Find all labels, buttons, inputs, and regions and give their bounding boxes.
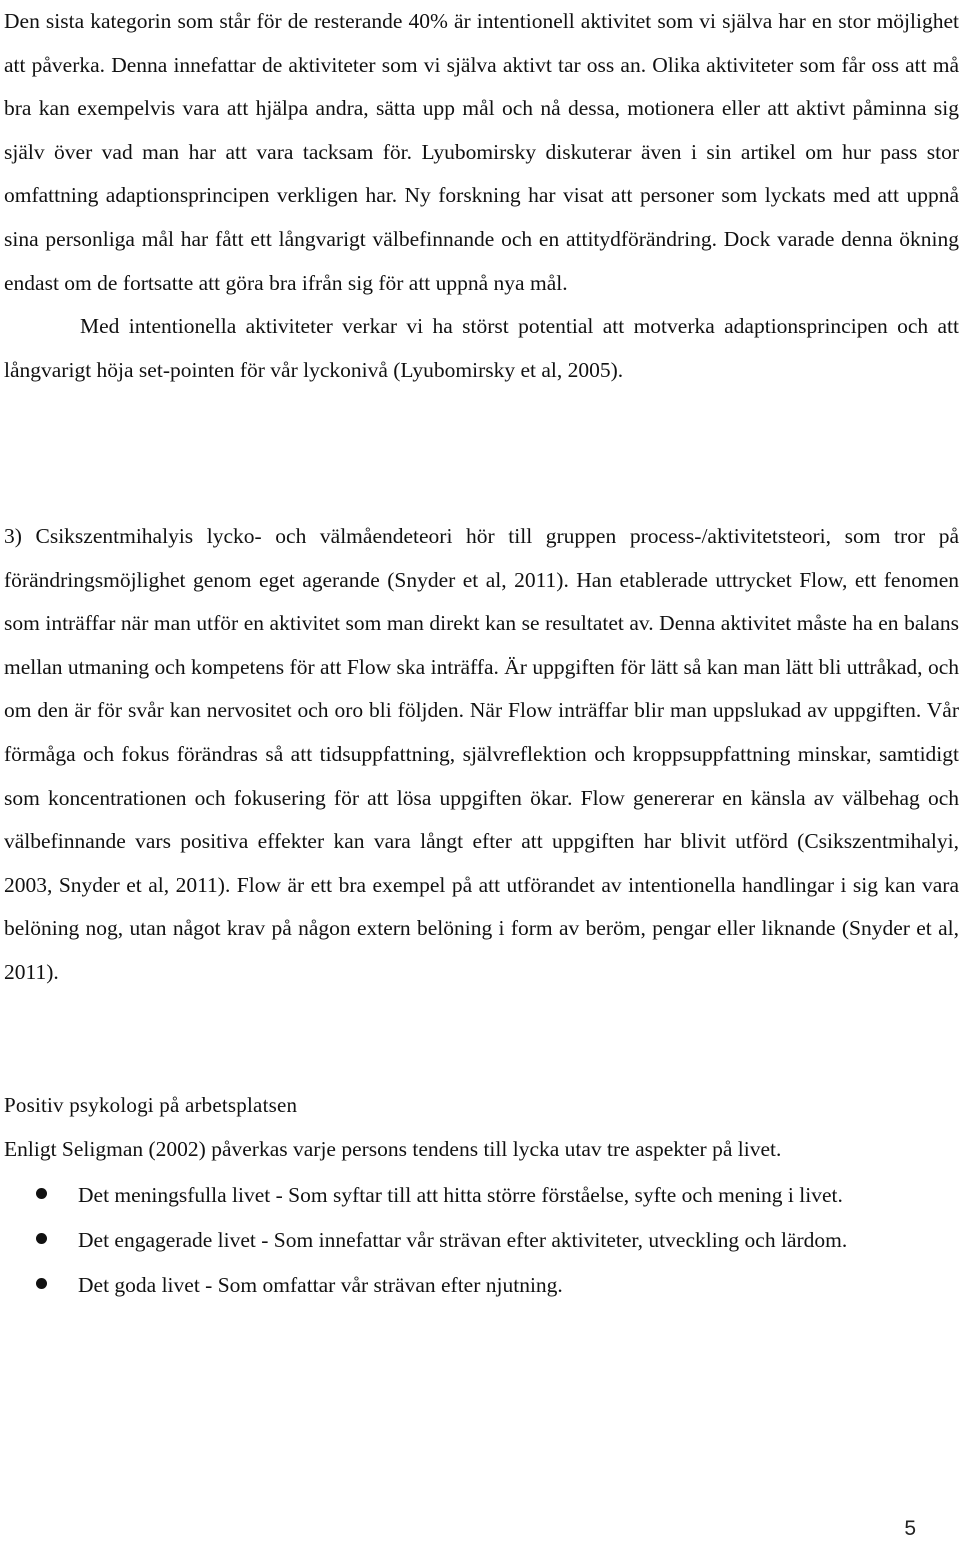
list-item <box>4 1263 959 1307</box>
list-item-text: Det goda livet - Som omfattar vår strävan efter njutning. <box>78 1273 563 1297</box>
list-item <box>4 1173 959 1217</box>
paragraph-intentional-activities-potential: Med intentionella aktiviteter verkar vi ha störst potential att motverka adaptionsprincipen och att långvarigt höja set-pointen för vår lyckonivå (Lyubomirsky et al, 2005). <box>4 314 959 382</box>
bullet-icon <box>36 1278 47 1289</box>
section-intro: Enligt Seligman (2002) påverkas varje persons tendens till lycka utav tre aspekter på livet. <box>4 1137 782 1161</box>
bullet-icon <box>36 1233 47 1244</box>
paragraph-flow-theory: 3) Csikszentmihalyis lycko- och välmåendeteori hör till gruppen process-/aktivitetsteori, som tror på förändringsmöjlighet genom eget agerande (Snyder et al, 2011). Han etablerade uttrycket Flow, ett fenomen som inträffar när man utför en aktivitet som man direkt kan se resultatet av. Denna aktivitet måste ha en balans mellan utmaning och kompetens för att Flow ska inträffa. Är uppgiften för lätt så kan man lätt bli uttråkad, och om den är för svår kan nervositet och oro bli följden. När Flow inträffar blir man uppslukad av uppgiften. Vår förmåga och fokus förändras så att tidsuppfattning, självreflektion och kroppsuppfattning minskar, samtidigt som koncentrationen och fokusering för att lösa uppgiften ökar. Flow genererar en känsla av välbehag och välbefinnande vars positiva effekter kan vara långt efter att uppgiften har blivit utförd (Csikszentmihalyi, 2003, Snyder et al, 2011). Flow är ett bra exempel på att utförandet av intentionella handlingar i sig kan vara belöning nog, utan något krav på någon extern belöning i form av beröm, pengar eller liknande (Snyder et al, 2011). <box>4 524 959 984</box>
list-item-text: Det engagerade livet - Som innefattar vår strävan efter aktiviteter, utveckling och lärdom. <box>78 1228 848 1252</box>
page-number: 5 <box>904 1517 916 1540</box>
list-item <box>4 1218 959 1262</box>
paragraph-intentional-activity: Den sista kategorin som står för de resterande 40% är intentionell aktivitet som vi själva har en stor möjlighet att påverka. Denna innefattar de aktiviteter som vi själva aktivt tar oss an. Olika aktiviteter som får oss att må bra kan exempelvis vara att hjälpa andra, sätta upp mål och nå dessa, motionera eller att aktivt påminna sig själv över vad man har att vara tacksam för. Lyubomirsky diskuterar även i sin artikel om hur pass stor omfattning adaptionsprincipen verkligen har. Ny forskning har visat att personer som lyckats med att uppnå sina personliga mål har fått ett långvarigt välbefinnande och en attitydförändring. Dock varade denna ökning endast om de fortsatte att göra bra ifrån sig för att uppnå nya mål. <box>4 9 959 295</box>
paragraph-intentional-activity-block <box>4 0 959 392</box>
section-heading: Positiv psykologi på arbetsplatsen <box>4 1093 298 1117</box>
bullet-icon <box>36 1188 47 1199</box>
bullet-list <box>4 1173 959 1308</box>
list-item-text: Det meningsfulla livet - Som syftar till att hitta större förståelse, syfte och mening i livet. <box>78 1183 843 1207</box>
